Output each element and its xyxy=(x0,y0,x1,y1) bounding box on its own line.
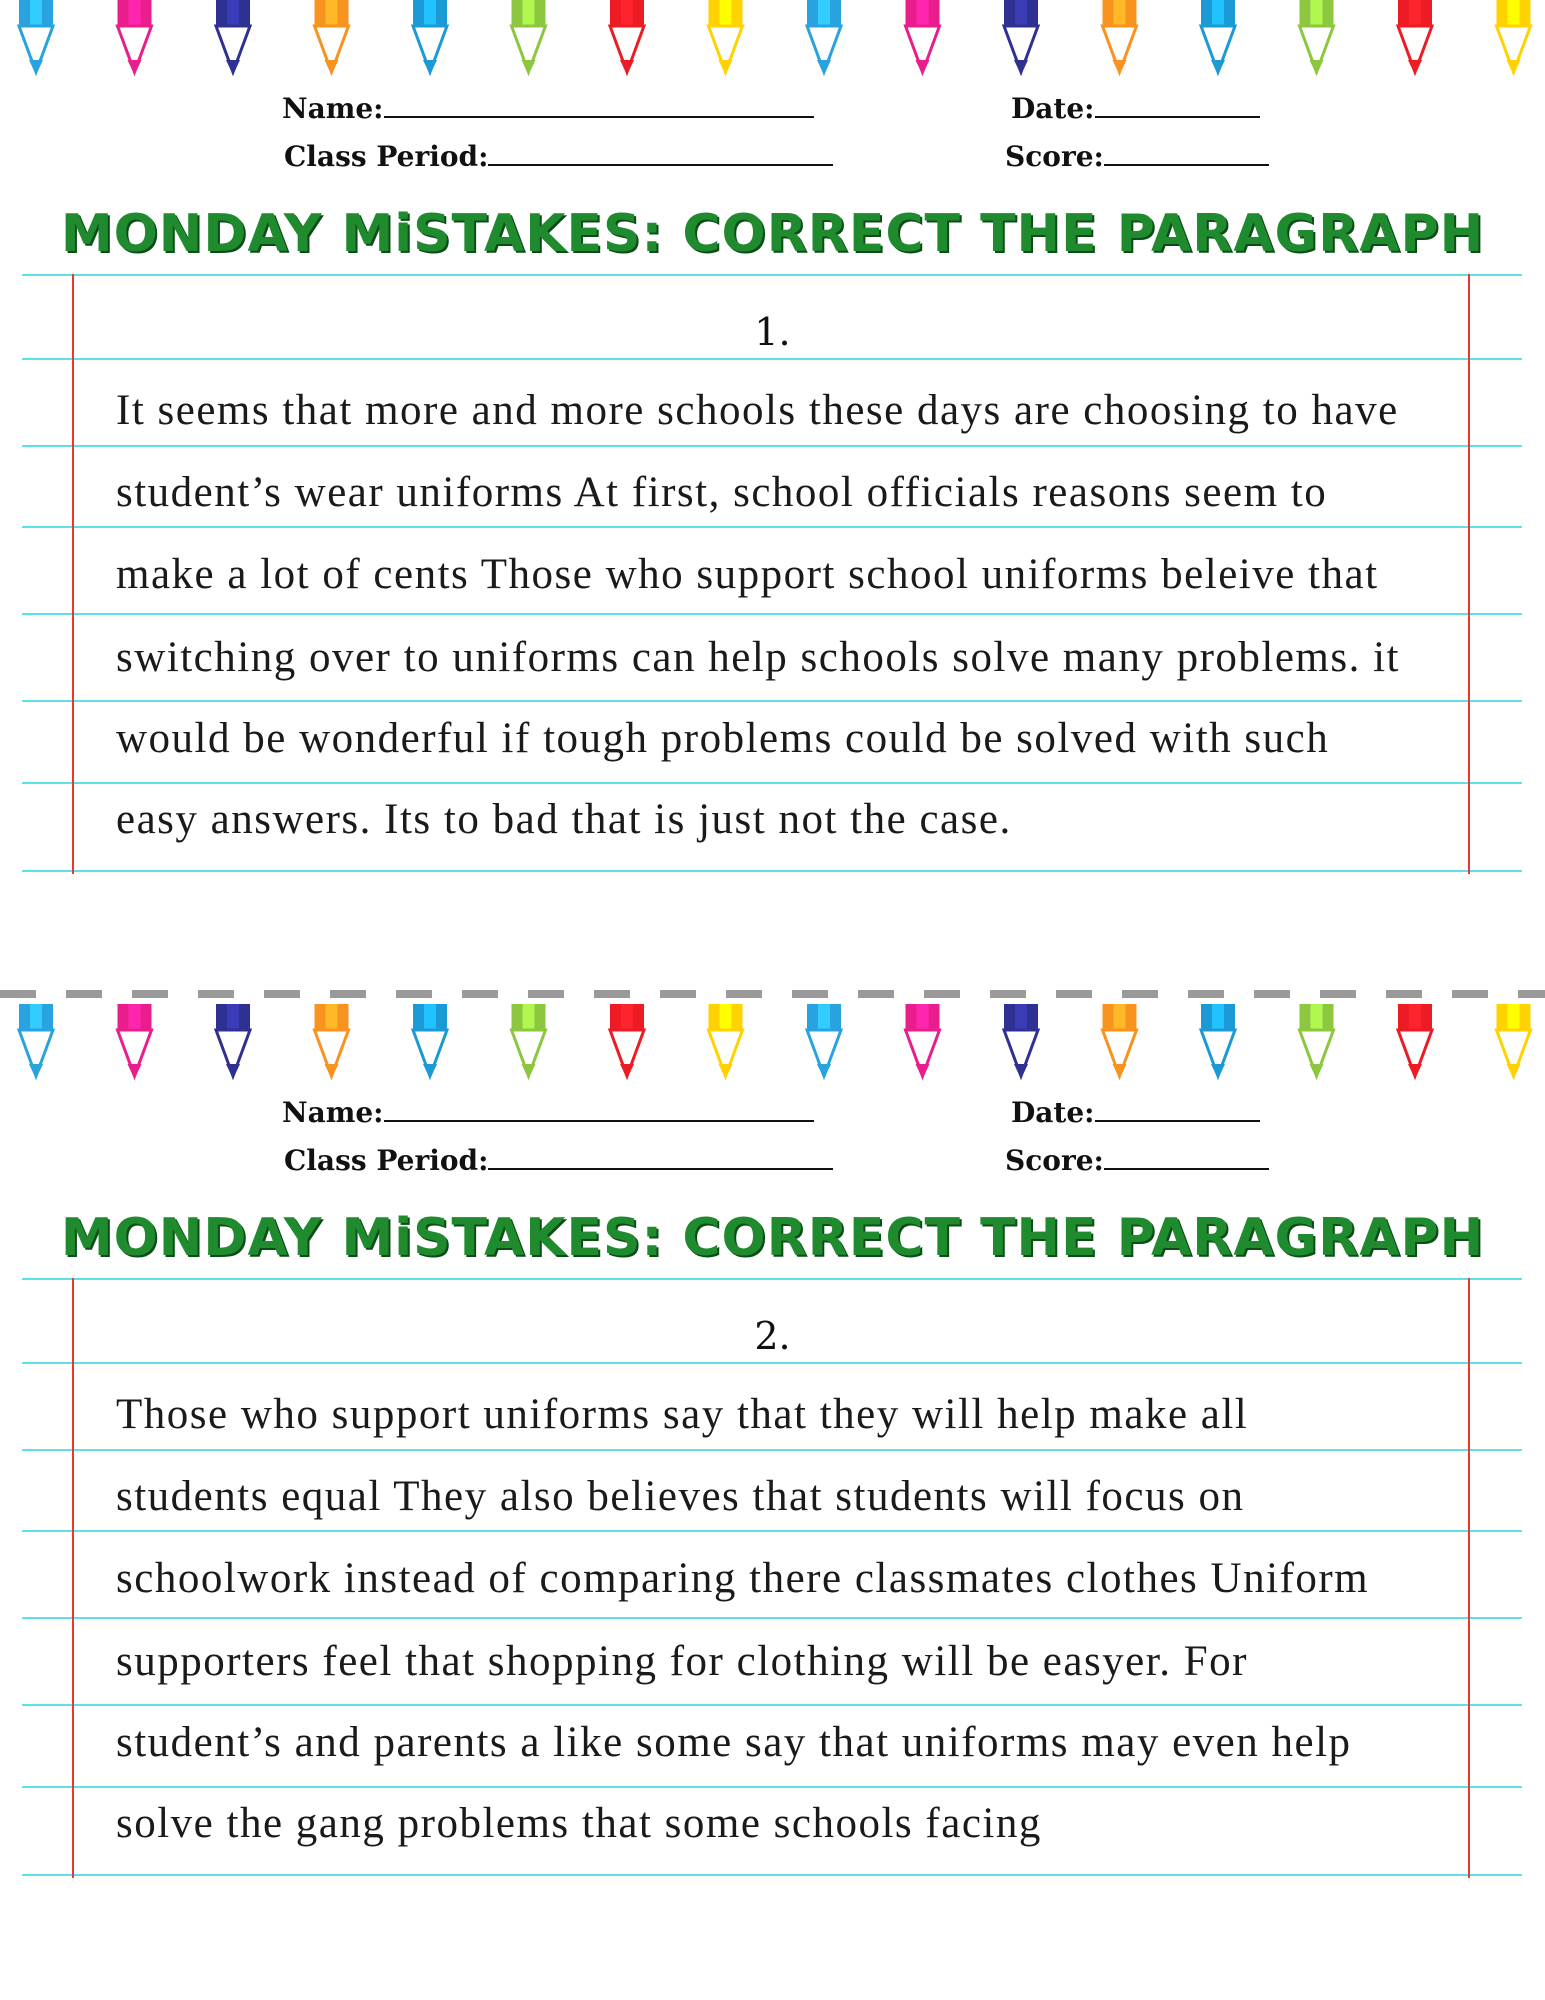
paragraph-line: schoolwork instead of comparing there classmates clothes Uniform xyxy=(116,1555,1370,1602)
pencil-icon xyxy=(1398,1004,1432,1079)
dashed-divider xyxy=(0,990,1545,998)
date-blank[interactable] xyxy=(1095,1096,1260,1122)
score-field xyxy=(1005,140,1269,173)
margin-line-right xyxy=(1468,274,1470,874)
paragraph-line: would be wonderful if tough problems could be solved with such xyxy=(116,715,1330,762)
name-blank[interactable] xyxy=(384,1096,814,1122)
pencil-icon xyxy=(118,0,152,75)
paragraph-line: easy answers. Its to bad that is just not the case. xyxy=(116,796,1012,843)
ruled-line xyxy=(22,782,1522,784)
pencil-icon xyxy=(1004,1004,1038,1079)
pencil-icon xyxy=(512,0,546,75)
class-period-blank[interactable] xyxy=(488,140,833,166)
class-period-blank[interactable] xyxy=(488,1144,833,1170)
pencil-icon xyxy=(413,0,447,75)
paragraph-number: 1. xyxy=(754,310,791,354)
pencil-icon xyxy=(807,0,841,75)
pencil-icon xyxy=(118,1004,152,1079)
pencil-border-icon xyxy=(0,0,1545,90)
margin-line-left xyxy=(72,274,74,874)
pencil-icon xyxy=(413,1004,447,1079)
ruled-line xyxy=(22,526,1522,528)
score-label: Score: xyxy=(1005,140,1104,173)
ruled-line xyxy=(22,358,1522,360)
pencil-icon xyxy=(1201,0,1235,75)
pencil-icon xyxy=(315,1004,349,1079)
name-field xyxy=(282,92,814,125)
name-blank[interactable] xyxy=(384,92,814,118)
name-label: Name: xyxy=(282,1096,384,1129)
date-label: Date: xyxy=(1011,92,1095,125)
pencil-icon xyxy=(512,1004,546,1079)
pencil-icon xyxy=(1497,0,1531,75)
pencil-icon xyxy=(216,0,250,75)
score-field xyxy=(1005,1144,1269,1177)
paragraph-line: supporters feel that shopping for clothing will be easyer. For xyxy=(116,1638,1248,1685)
ruled-line xyxy=(22,1278,1522,1280)
paragraph-line: make a lot of cents Those who support school uniforms beleive that xyxy=(116,551,1379,598)
date-blank[interactable] xyxy=(1095,92,1260,118)
pencil-border-icon xyxy=(0,1004,1545,1094)
ruled-line xyxy=(22,445,1522,447)
ruled-line xyxy=(22,1704,1522,1706)
worksheet-title: MONDAY MiSTAKES: CORRECT THE PARAGRAPH xyxy=(60,1208,1485,1268)
margin-line-left xyxy=(72,1278,74,1878)
date-label: Date: xyxy=(1011,1096,1095,1129)
class-period-label: Class Period: xyxy=(284,1144,489,1177)
pencil-icon xyxy=(1398,0,1432,75)
pencil-icon xyxy=(19,0,53,75)
ruled-line xyxy=(22,1530,1522,1532)
pencil-icon xyxy=(19,1004,53,1079)
pencil-icon xyxy=(807,1004,841,1079)
pencil-icon xyxy=(1201,1004,1235,1079)
name-label: Name: xyxy=(282,92,384,125)
date-field xyxy=(1011,1096,1260,1129)
pencil-icon xyxy=(1300,0,1334,75)
pencil-icon xyxy=(1300,1004,1334,1079)
pencil-icon xyxy=(1103,0,1137,75)
ruled-line xyxy=(22,613,1522,615)
ruled-line xyxy=(22,1786,1522,1788)
pencil-icon xyxy=(610,1004,644,1079)
paragraph-line: It seems that more and more schools these days are choosing to have xyxy=(116,387,1399,434)
ruled-line xyxy=(22,870,1522,872)
score-blank[interactable] xyxy=(1104,1144,1269,1170)
pencil-icon xyxy=(1103,1004,1137,1079)
worksheet-title: MONDAY MiSTAKES: CORRECT THE PARAGRAPH xyxy=(60,204,1485,264)
date-field xyxy=(1011,92,1260,125)
name-field xyxy=(282,1096,814,1129)
ruled-line xyxy=(22,1617,1522,1619)
class-period-field xyxy=(284,140,833,173)
score-blank[interactable] xyxy=(1104,140,1269,166)
pencil-icon xyxy=(709,1004,743,1079)
class-period-field xyxy=(284,1144,833,1177)
paragraph-line: student’s and parents a like some say that uniforms may even help xyxy=(116,1719,1352,1766)
ruled-line xyxy=(22,1362,1522,1364)
pencil-icon xyxy=(610,0,644,75)
pencil-icon xyxy=(216,1004,250,1079)
class-period-label: Class Period: xyxy=(284,140,489,173)
ruled-line xyxy=(22,274,1522,276)
ruled-line xyxy=(22,1874,1522,1876)
pencil-icon xyxy=(315,0,349,75)
ruled-line xyxy=(22,1449,1522,1451)
pencil-icon xyxy=(906,1004,940,1079)
score-label: Score: xyxy=(1005,1144,1104,1177)
margin-line-right xyxy=(1468,1278,1470,1878)
paragraph-line: Those who support uniforms say that they will help make all xyxy=(116,1391,1249,1438)
ruled-line xyxy=(22,700,1522,702)
pencil-icon xyxy=(709,0,743,75)
pencil-icon xyxy=(1004,0,1038,75)
paragraph-line: solve the gang problems that some schools facing xyxy=(116,1800,1042,1847)
paragraph-number: 2. xyxy=(754,1314,791,1358)
paragraph-line: students equal They also believes that students will focus on xyxy=(116,1473,1245,1520)
pencil-icon xyxy=(906,0,940,75)
paragraph-line: switching over to uniforms can help schools solve many problems. it xyxy=(116,634,1401,681)
paragraph-line: student’s wear uniforms At first, school officials reasons seem to xyxy=(116,469,1328,516)
pencil-icon xyxy=(1497,1004,1531,1079)
